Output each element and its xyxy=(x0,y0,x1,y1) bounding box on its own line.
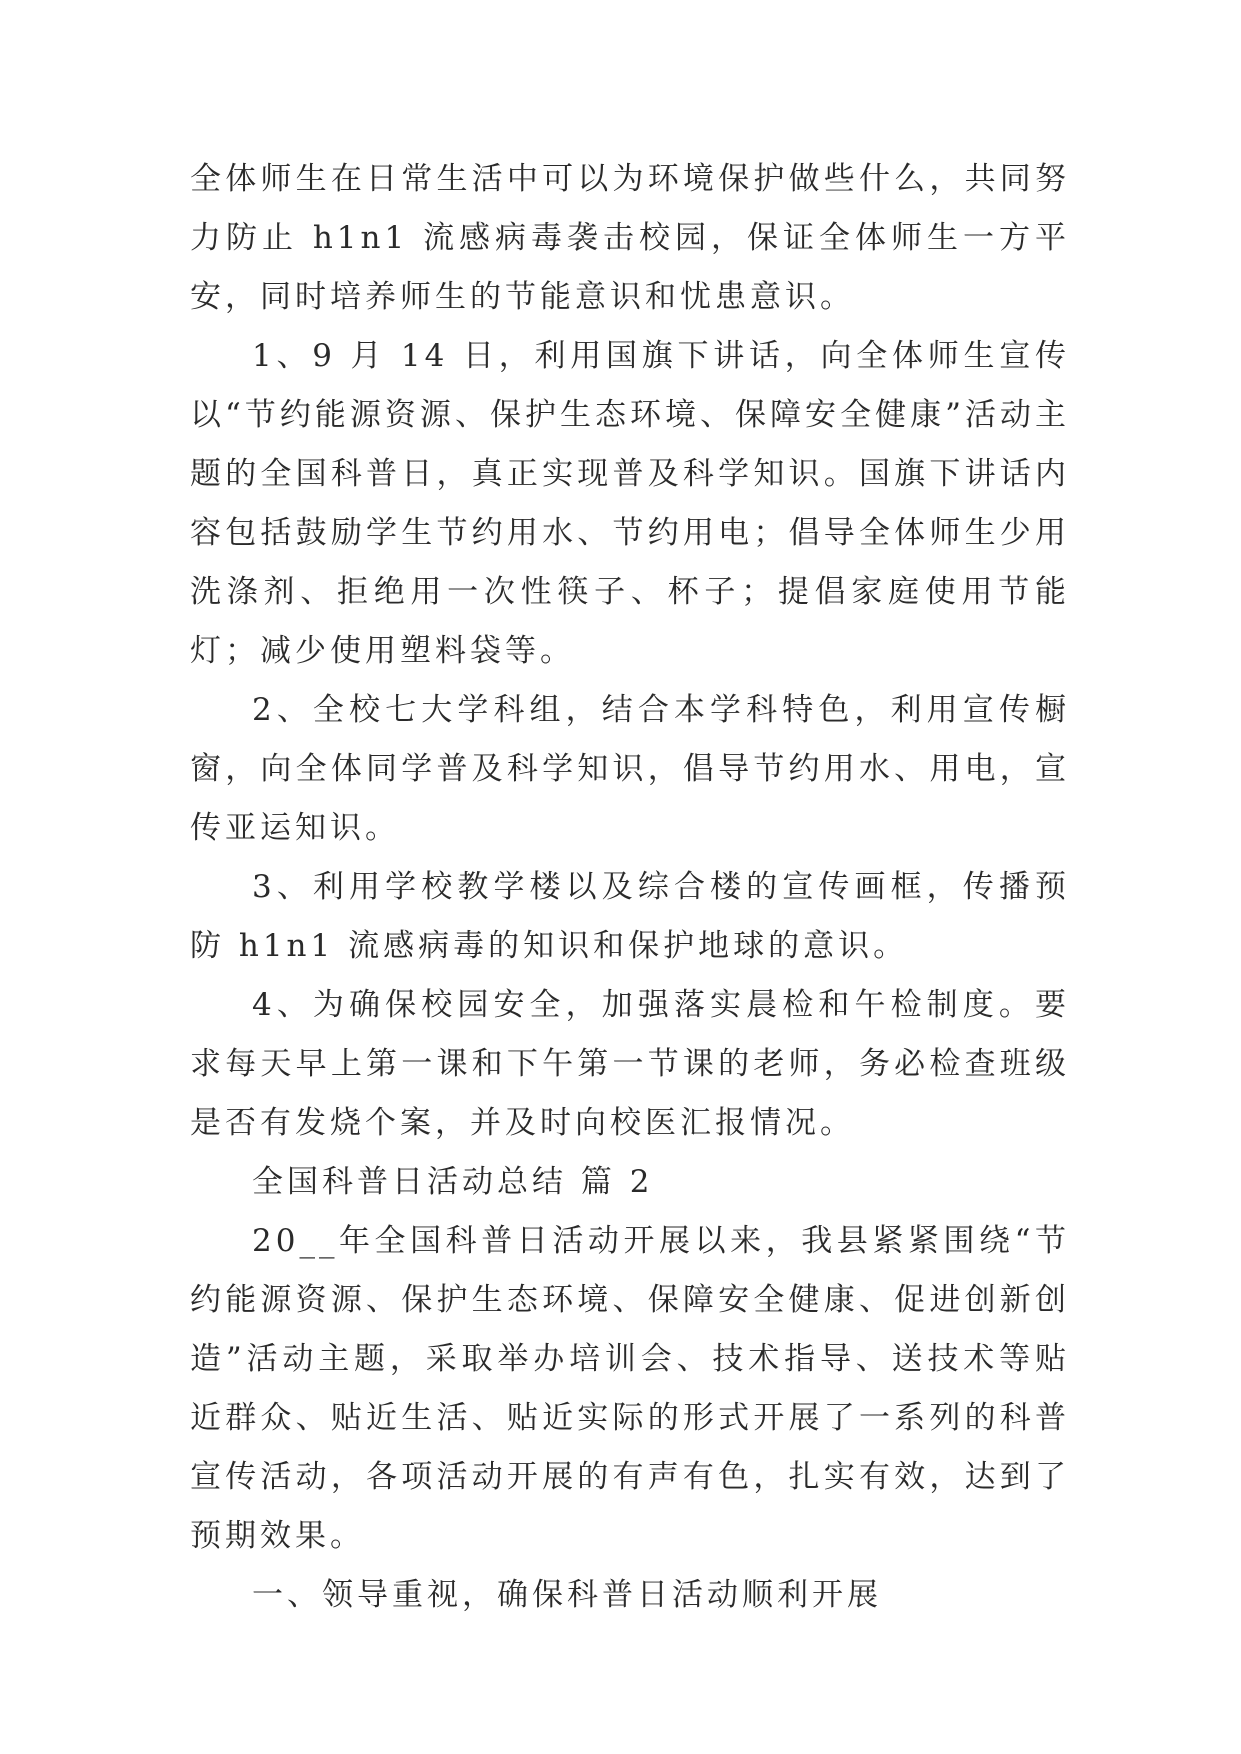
paragraph-item-3: 3、利用学校教学楼以及综合楼的宣传画框，传播预防 h1n1 流感病毒的知识和保护地球的意识。 xyxy=(190,869,1070,964)
subsection-heading: 一、领导重视，确保科普日活动顺利开展 xyxy=(252,1577,882,1613)
paragraph-item-4: 4、为确保校园安全，加强落实晨检和午检制度。要求每天早上第一课和下午第一节课的老师，务必检查班级是否有发烧个案，并及时向校医汇报情况。 xyxy=(190,987,1070,1141)
paragraph-section-intro: 20__年全国科普日活动开展以来，我县紧紧围绕“节约能源资源、保护生态环境、保障安全健康、促进创新创造”活动主题，采取举办培训会、技术指导、送技术等贴近群众、贴近生活、贴近实际的形式开展了一系列的科普宣传活动，各项活动开展的有声有色，扎实有效，达到了预期效果。 xyxy=(190,1223,1070,1554)
document-page xyxy=(190,150,1070,1625)
paragraph-item-2: 2、全校七大学科组，结合本学科特色，利用宣传橱窗，向全体同学普及科学知识，倡导节约用水、用电，宣传亚运知识。 xyxy=(190,692,1070,846)
section-heading: 全国科普日活动总结 篇 2 xyxy=(252,1164,654,1200)
paragraph-intro-continued: 全体师生在日常生活中可以为环境保护做些什么，共同努力防止 h1n1 流感病毒袭击校园，保证全体师生一方平安，同时培养师生的节能意识和忧患意识。 xyxy=(190,161,1070,315)
paragraph-item-1: 1、9 月 14 日，利用国旗下讲话，向全体师生宣传以“节约能源资源、保护生态环境、保障安全健康”活动主题的全国科普日，真正实现普及科学知识。国旗下讲话内容包括鼓励学生节约用水、节约用电；倡导全体师生少用洗涤剂、拒绝用一次性筷子、杯子；提倡家庭使用节能灯；减少使用塑料袋等。 xyxy=(190,338,1070,669)
